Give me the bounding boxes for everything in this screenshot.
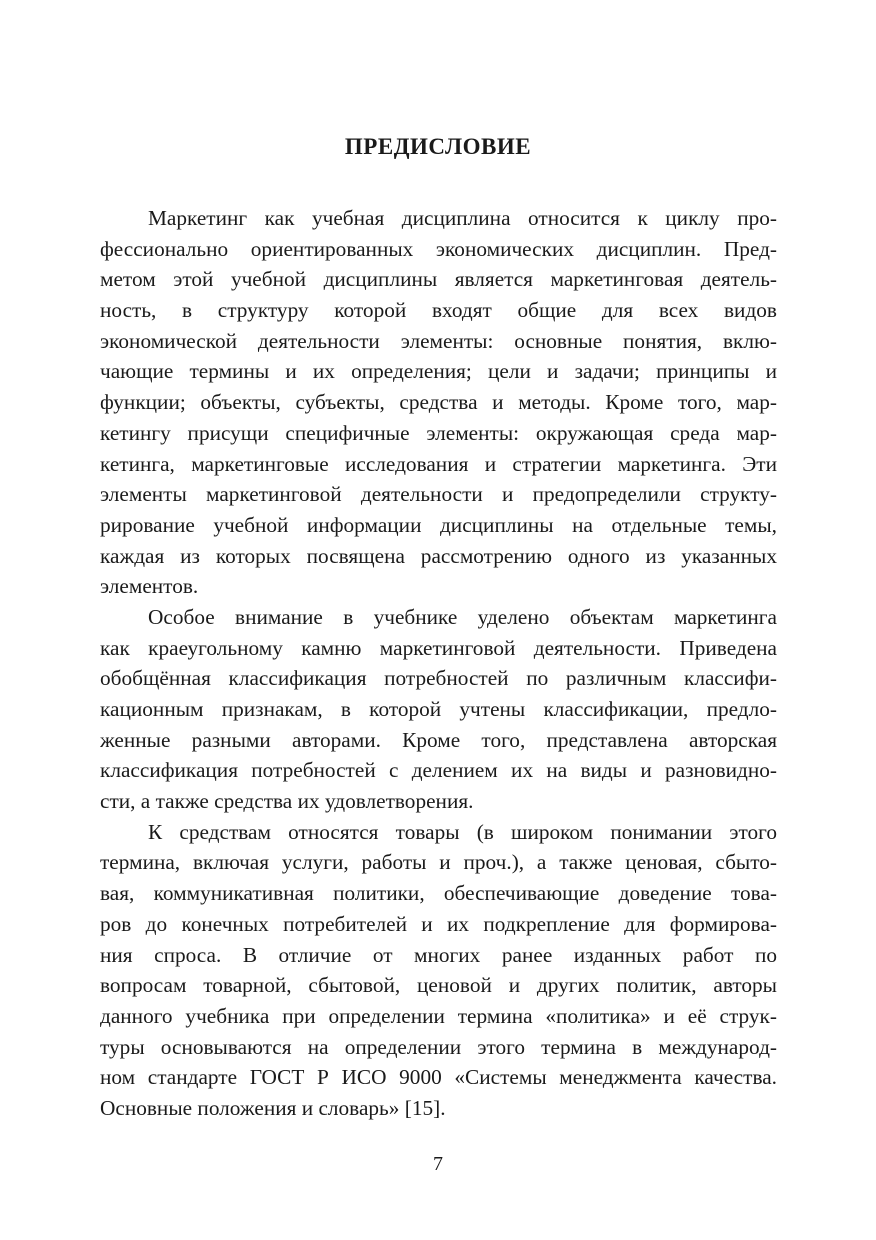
text-line: вая, коммуникативная политики, обеспечивающие доведение това-	[100, 881, 777, 906]
text-line: кетингу присущи специфичные элементы: окружающая среда мар-	[100, 420, 777, 445]
text-line: кационным признакам, в которой учтены классификации, предло-	[100, 697, 777, 721]
text-line: экономической деятельности элементы: основные понятия, вклю-	[100, 328, 777, 353]
text-line: туры основываются на определении этого термина в международ-	[100, 1034, 777, 1059]
text-line: ния спроса. В отличие от многих ранее изданных работ по	[100, 942, 777, 967]
text-line: обобщённая классификация потребностей по различным классифи-	[100, 666, 777, 691]
text-line: ров до конечных потребителей и их подкрепление для формирова-	[100, 911, 777, 936]
page-number: 7	[433, 1153, 443, 1175]
text-line: вопросам товарной, сбытовой, ценовой и других политик, авторы	[100, 973, 777, 998]
page-title: ПРЕДИСЛОВИЕ	[344, 134, 532, 159]
text-line: ном стандарте ГОСТ Р ИСО 9000 «Системы менеджмента качества.	[100, 1065, 777, 1090]
text-line: каждая из которых посвящена рассмотрению одного из указанных	[100, 543, 777, 568]
text-line: ность, в структуру которой входят общие для всех видов	[100, 298, 777, 323]
text-line: как краеугольному камню маркетинговой деятельности. Приведена	[100, 635, 777, 660]
paragraph-3	[100, 817, 777, 1124]
text-line: Маркетинг как учебная дисциплина относится к циклу про-	[148, 206, 777, 230]
text-line: функции; объекты, субъекты, средства и методы. Кроме того, мар-	[100, 390, 777, 415]
text-line: элементов.	[100, 574, 199, 599]
text-line: элементы маркетинговой деятельности и предопределили структу-	[100, 482, 777, 507]
text-line: Основные положения и словарь» [15].	[100, 1095, 446, 1120]
text-line: метом этой учебной дисциплины является маркетинговая деятель-	[100, 267, 777, 292]
text-line: фессионально ориентированных экономических дисциплин. Пред-	[100, 236, 777, 261]
text-line: данного учебника при определении термина «политика» и её струк-	[100, 1003, 777, 1028]
text-line: сти, а также средства их удовлетворения.	[100, 789, 474, 814]
text-line: чающие термины и их определения; цели и задачи; принципы и	[100, 359, 777, 384]
text-line: кетинга, маркетинговые исследования и стратегии маркетинга. Эти	[100, 451, 777, 476]
paragraph-2	[100, 602, 777, 817]
document-body	[100, 203, 777, 1124]
text-line: рирование учебной информации дисциплины на отдельные темы,	[100, 512, 777, 537]
paragraph-1	[100, 203, 777, 602]
text-line: классификация потребностей с делением их на виды и разновидно-	[100, 758, 777, 783]
text-line: термина, включая услуги, работы и проч.), а также ценовая, сбыто-	[100, 850, 777, 875]
text-line: Особое внимание в учебнике уделено объектам маркетинга	[148, 604, 777, 629]
text-line: женные разными авторами. Кроме того, представлена авторская	[100, 727, 777, 752]
text-line: К средствам относятся товары (в широком понимании этого	[148, 819, 777, 844]
